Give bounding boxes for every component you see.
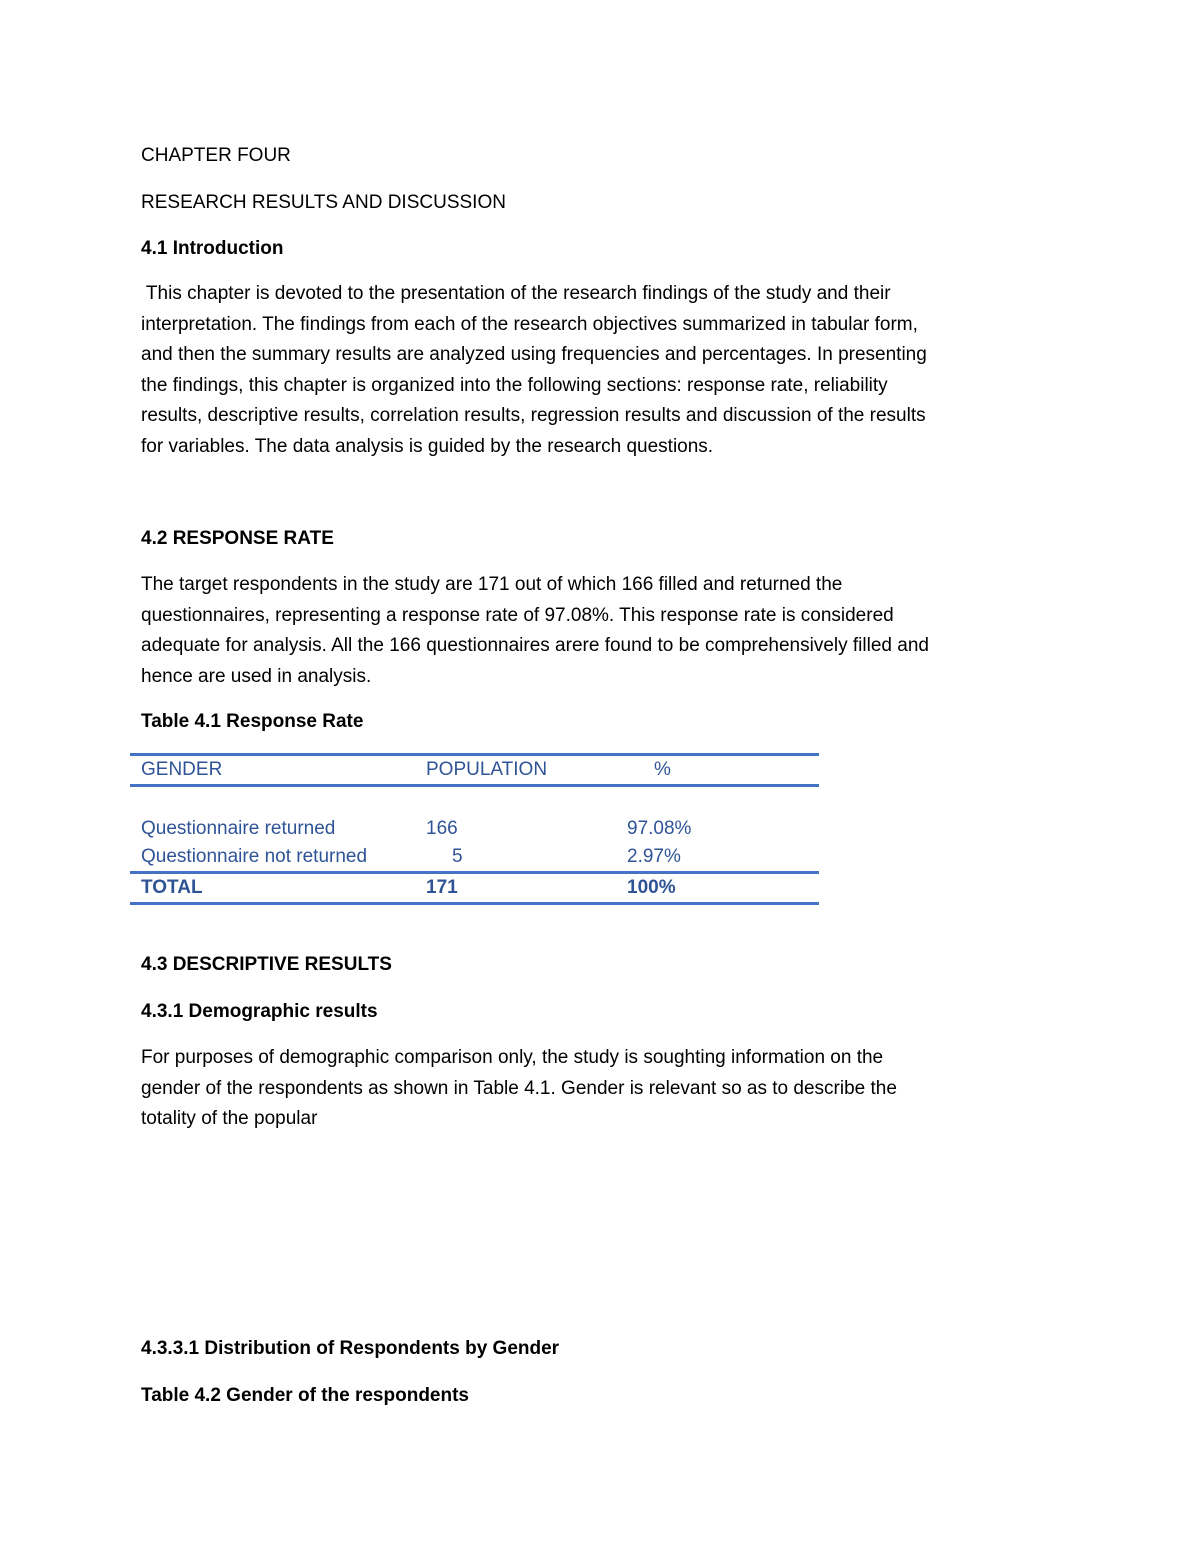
paragraph-line: the findings, this chapter is organized into the following sections: response rate, reliability xyxy=(141,374,888,396)
table-top-rule xyxy=(130,753,819,756)
table-4-1-caption: Table 4.1 Response Rate xyxy=(141,711,364,732)
table-row-population: 5 xyxy=(452,846,463,867)
chapter-title: CHAPTER FOUR xyxy=(141,145,291,166)
demographic-subheading: 4.3.1 Demographic results xyxy=(141,1001,378,1022)
paragraph-line: and then the summary results are analyzed using frequencies and percentages. In presenting xyxy=(141,344,927,365)
table-header-percent: % xyxy=(654,759,671,780)
chapter-subtitle: RESEARCH RESULTS AND DISCUSSION xyxy=(141,192,506,213)
table-total-label: TOTAL xyxy=(141,877,203,898)
table-total-percent: 100% xyxy=(627,877,676,898)
introduction-paragraph xyxy=(141,279,1051,462)
response-rate-paragraph xyxy=(141,570,1051,692)
descriptive-heading: 4.3 DESCRIPTIVE RESULTS xyxy=(141,954,392,975)
paragraph-line: For purposes of demographic comparison only, the study is soughting information on the xyxy=(141,1047,884,1068)
paragraph-line: adequate for analysis. All the 166 questionnaires arere found to be comprehensively filled and xyxy=(141,635,929,656)
paragraph-line: totality of the popular xyxy=(141,1108,318,1129)
table-header-population: POPULATION xyxy=(426,759,548,780)
table-row-percent: 2.97% xyxy=(627,846,681,867)
table-row-population: 166 xyxy=(426,818,458,839)
response-rate-heading: 4.2 RESPONSE RATE xyxy=(141,528,334,549)
demographic-paragraph xyxy=(141,1043,1051,1135)
introduction-heading: 4.1 Introduction xyxy=(141,238,284,259)
gender-distribution-heading: 4.3.3.1 Distribution of Respondents by Gender xyxy=(141,1338,560,1359)
paragraph-line: The target respondents in the study are 171 out of which 166 filled and returned the xyxy=(141,574,843,595)
paragraph-line: results, descriptive results, correlation results, regression results and discussion of the results xyxy=(141,405,926,426)
table-row-label: Questionnaire returned xyxy=(141,818,336,839)
paragraph-line: for variables. The data analysis is guided by the research questions. xyxy=(141,435,714,457)
table-total-rule xyxy=(130,871,819,874)
paragraph-line: interpretation. The findings from each of the research objectives summarized in tabular form, xyxy=(141,313,918,335)
paragraph-line: hence are used in analysis. xyxy=(141,665,372,687)
table-row-percent: 97.08% xyxy=(627,818,692,839)
table-header-gender: GENDER xyxy=(141,759,223,780)
paragraph-line: questionnaires, representing a response rate of 97.08%. This response rate is considered xyxy=(141,604,894,626)
response-rate-table xyxy=(130,753,819,905)
table-row-label: Questionnaire not returned xyxy=(141,846,368,867)
table-header-rule xyxy=(130,784,819,787)
table-total-population: 171 xyxy=(426,877,458,898)
paragraph-line: This chapter is devoted to the presentation of the research findings of the study and their xyxy=(141,283,891,304)
table-bottom-rule xyxy=(130,902,819,905)
paragraph-line: gender of the respondents as shown in Table 4.1. Gender is relevant so as to describe the xyxy=(141,1077,897,1099)
table-4-2-caption: Table 4.2 Gender of the respondents xyxy=(141,1385,469,1406)
